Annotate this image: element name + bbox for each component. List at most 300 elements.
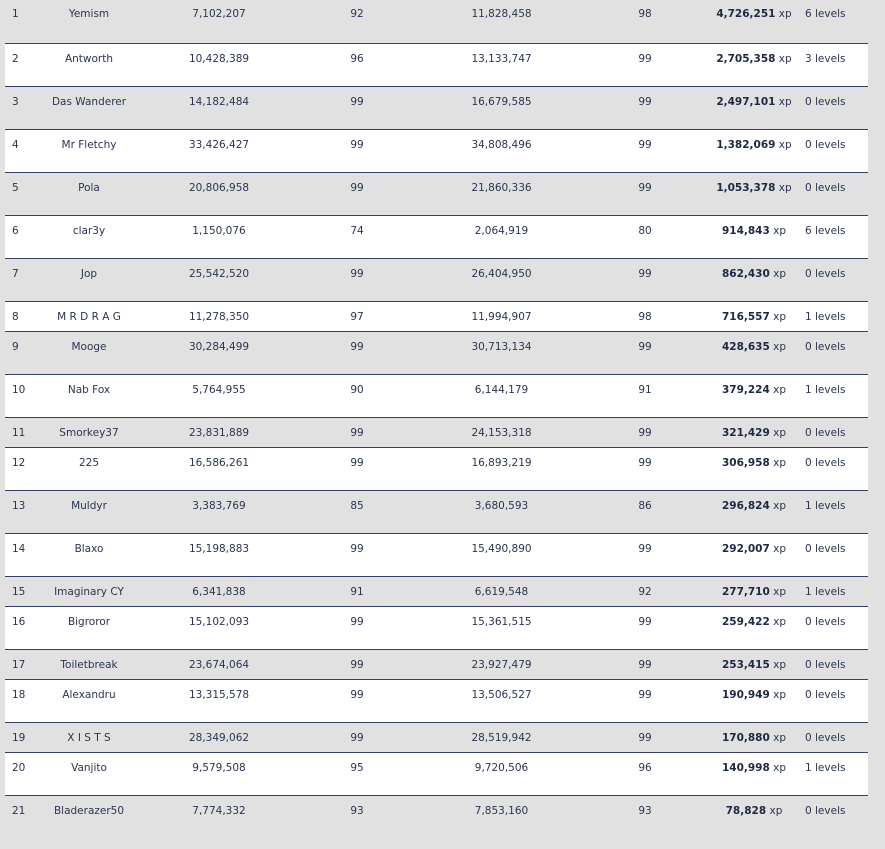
- start-level-value: 93: [350, 804, 364, 817]
- xp-gain-unit: xp: [773, 731, 787, 744]
- end-level-value: 99: [638, 340, 652, 353]
- start-level-cell: [291, 447, 423, 490]
- end-xp-cell: [423, 752, 580, 795]
- levels-gained-cell: [798, 795, 868, 825]
- table-row: [5, 576, 868, 606]
- levels-gained-value: 0 levels: [805, 688, 846, 701]
- player-name[interactable]: Das Wanderer: [51, 95, 127, 108]
- table-row: [5, 606, 868, 649]
- rank-value: 21: [12, 804, 26, 817]
- end-xp-cell: [423, 374, 580, 417]
- rank-value: 17: [12, 658, 26, 671]
- start-level-value: 85: [350, 499, 364, 512]
- start-xp-value: 3,383,769: [192, 499, 246, 512]
- end-xp-value: 9,720,506: [474, 761, 529, 774]
- player-name[interactable]: Pola: [78, 181, 100, 194]
- start-level-value: 99: [350, 340, 364, 353]
- xp-gain-cell: [710, 129, 798, 172]
- table-row: [5, 649, 868, 679]
- table-row: [5, 447, 868, 490]
- start-level-value: 99: [350, 542, 364, 555]
- xp-gain-cell: [710, 533, 798, 576]
- rank-cell: [5, 258, 31, 301]
- start-level-cell: [291, 215, 423, 258]
- start-level-cell: [291, 129, 423, 172]
- start-xp-cell: [147, 722, 291, 752]
- start-xp-cell: [147, 0, 291, 43]
- end-level-value: 98: [638, 310, 652, 323]
- levels-gained-value: 1 levels: [805, 310, 846, 323]
- xp-gain-value: 253,415: [721, 658, 770, 671]
- end-xp-value: 23,927,479: [471, 658, 532, 671]
- end-xp-value: 16,893,219: [471, 456, 532, 469]
- start-xp-cell: [147, 606, 291, 649]
- xp-gain-value: 321,429: [721, 426, 770, 439]
- start-level-value: 97: [350, 310, 364, 323]
- rank-value: 2: [12, 52, 19, 65]
- rank-cell: [5, 331, 31, 374]
- levels-gained-cell: [798, 417, 868, 447]
- end-xp-cell: [423, 172, 580, 215]
- levels-gained-cell: [798, 722, 868, 752]
- player-name[interactable]: Imaginary CY: [54, 585, 124, 598]
- start-level-value: 90: [350, 383, 364, 396]
- xp-gain-value: 716,557: [721, 310, 770, 323]
- start-xp-cell: [147, 129, 291, 172]
- end-level-cell: [580, 795, 710, 825]
- xp-gain-cell: [710, 417, 798, 447]
- rank-value: 15: [12, 585, 26, 598]
- levels-gained-value: 0 levels: [805, 542, 846, 555]
- start-xp-cell: [147, 258, 291, 301]
- end-xp-value: 15,361,515: [471, 615, 532, 628]
- end-level-cell: [580, 374, 710, 417]
- player-name-cell: [31, 576, 147, 606]
- start-xp-cell: [147, 752, 291, 795]
- end-level-cell: [580, 752, 710, 795]
- xp-gain-cell: [710, 0, 798, 43]
- start-xp-value: 25,542,520: [188, 267, 250, 280]
- start-level-value: 99: [350, 138, 364, 151]
- xp-gain-cell: [710, 331, 798, 374]
- xp-gain-value: 190,949: [721, 688, 770, 701]
- xp-gain-cell: [710, 752, 798, 795]
- rank-value: 7: [12, 267, 19, 280]
- start-xp-value: 16,586,261: [188, 456, 250, 469]
- rank-cell: [5, 752, 31, 795]
- levels-gained-value: 0 levels: [805, 340, 846, 353]
- start-xp-cell: [147, 649, 291, 679]
- end-xp-value: 30,713,134: [471, 340, 532, 353]
- end-level-value: 99: [638, 542, 652, 555]
- start-xp-value: 20,806,958: [188, 181, 250, 194]
- table-row: [5, 301, 868, 331]
- end-xp-cell: [423, 490, 580, 533]
- start-level-cell: [291, 172, 423, 215]
- start-xp-cell: [147, 331, 291, 374]
- player-name-cell: [31, 752, 147, 795]
- end-xp-cell: [423, 447, 580, 490]
- player-name[interactable]: Nab Fox: [67, 383, 111, 396]
- levels-gained-value: 0 levels: [805, 615, 846, 628]
- end-xp-cell: [423, 331, 580, 374]
- levels-gained-cell: [798, 374, 868, 417]
- levels-gained-cell: [798, 43, 868, 86]
- xp-gain-value: 296,824: [721, 499, 770, 512]
- start-level-cell: [291, 331, 423, 374]
- start-level-cell: [291, 576, 423, 606]
- start-level-value: 99: [350, 267, 364, 280]
- rank-value: 13: [12, 499, 26, 512]
- xp-gain-cell: [710, 215, 798, 258]
- start-level-value: 99: [350, 688, 364, 701]
- start-xp-value: 15,198,883: [188, 542, 250, 555]
- end-level-cell: [580, 86, 710, 129]
- start-xp-cell: [147, 374, 291, 417]
- player-name[interactable]: clar3y: [72, 224, 106, 237]
- table-row: [5, 490, 868, 533]
- rank-value: 11: [12, 426, 26, 439]
- levels-gained-value: 0 levels: [805, 456, 846, 469]
- end-xp-value: 3,680,593: [474, 499, 529, 512]
- xp-gain-value: 259,422: [721, 615, 770, 628]
- start-level-value: 99: [350, 456, 364, 469]
- rank-cell: [5, 795, 31, 825]
- levels-gained-value: 0 levels: [805, 426, 846, 439]
- player-name[interactable]: Jop: [80, 267, 98, 280]
- levels-gained-value: 0 levels: [805, 267, 846, 280]
- end-xp-cell: [423, 606, 580, 649]
- rank-cell: [5, 679, 31, 722]
- xp-gain-unit: xp: [773, 456, 787, 469]
- rank-cell: [5, 43, 31, 86]
- xp-gain-cell: [710, 258, 798, 301]
- player-name[interactable]: Blaxo: [74, 542, 104, 555]
- rank-value: 18: [12, 688, 26, 701]
- start-level-value: 99: [350, 426, 364, 439]
- xp-gain-unit: xp: [773, 426, 787, 439]
- end-xp-cell: [423, 129, 580, 172]
- start-level-cell: [291, 374, 423, 417]
- start-xp-value: 23,674,064: [188, 658, 250, 671]
- end-xp-cell: [423, 679, 580, 722]
- start-xp-value: 7,102,207: [192, 8, 246, 20]
- xp-gain-value: 4,726,251: [716, 8, 776, 20]
- rank-value: 20: [12, 761, 26, 774]
- start-xp-cell: [147, 86, 291, 129]
- end-level-cell: [580, 301, 710, 331]
- table-row: [5, 795, 868, 825]
- xp-gain-unit: xp: [773, 267, 787, 280]
- end-xp-value: 13,133,747: [471, 52, 532, 65]
- xp-gain-cell: [710, 722, 798, 752]
- xp-gain-cell: [710, 795, 798, 825]
- end-xp-value: 21,860,336: [471, 181, 532, 194]
- levels-gained-cell: [798, 490, 868, 533]
- xp-gain-unit: xp: [778, 8, 792, 20]
- end-xp-value: 11,828,458: [471, 8, 532, 20]
- rank-cell: [5, 129, 31, 172]
- rank-value: 10: [12, 383, 26, 396]
- player-name-cell: [31, 258, 147, 301]
- start-level-cell: [291, 301, 423, 331]
- player-name-cell: [31, 490, 147, 533]
- end-level-cell: [580, 417, 710, 447]
- player-name[interactable]: 225: [78, 456, 100, 469]
- player-name-cell: [31, 447, 147, 490]
- xp-gain-unit: xp: [773, 499, 787, 512]
- table-row: [5, 374, 868, 417]
- xp-gain-unit: xp: [778, 52, 792, 65]
- player-name-cell: [31, 533, 147, 576]
- start-xp-value: 10,428,389: [188, 52, 250, 65]
- player-name[interactable]: Muldyr: [71, 499, 107, 512]
- levels-gained-value: 0 levels: [805, 804, 846, 817]
- player-name[interactable]: Smorkey37: [59, 426, 119, 439]
- start-level-value: 99: [350, 181, 364, 194]
- player-name-cell: [31, 43, 147, 86]
- player-name-cell: [31, 679, 147, 722]
- rank-cell: [5, 417, 31, 447]
- end-level-cell: [580, 679, 710, 722]
- end-level-cell: [580, 0, 710, 43]
- end-xp-value: 26,404,950: [471, 267, 532, 280]
- end-level-value: 99: [638, 731, 652, 744]
- levels-gained-value: 6 levels: [805, 8, 846, 20]
- player-name-cell: [31, 795, 147, 825]
- start-xp-cell: [147, 533, 291, 576]
- end-level-cell: [580, 258, 710, 301]
- levels-gained-value: 0 levels: [805, 138, 846, 151]
- xp-gain-unit: xp: [778, 138, 792, 151]
- levels-gained-cell: [798, 172, 868, 215]
- table-row: [5, 258, 868, 301]
- rank-value: 1: [12, 8, 19, 20]
- table-row: [5, 86, 868, 129]
- xp-gain-cell: [710, 649, 798, 679]
- end-level-value: 99: [638, 181, 652, 194]
- end-level-cell: [580, 331, 710, 374]
- xp-gain-value: 170,880: [721, 731, 770, 744]
- xp-gain-value: 379,224: [721, 383, 770, 396]
- start-level-cell: [291, 679, 423, 722]
- start-level-value: 99: [350, 658, 364, 671]
- xp-gain-unit: xp: [773, 688, 787, 701]
- rank-value: 5: [12, 181, 19, 194]
- xp-gain-value: 862,430: [721, 267, 770, 280]
- player-name-cell: [31, 331, 147, 374]
- xp-gain-cell: [710, 374, 798, 417]
- table-row: [5, 722, 868, 752]
- table-row: [5, 0, 868, 43]
- xp-gain-cell: [710, 301, 798, 331]
- levels-gained-value: 0 levels: [805, 731, 846, 744]
- xp-gain-value: 2,497,101: [716, 95, 776, 108]
- start-level-cell: [291, 722, 423, 752]
- xp-gain-unit: xp: [773, 340, 787, 353]
- xp-gain-cell: [710, 86, 798, 129]
- rank-value: 6: [12, 224, 19, 237]
- start-xp-cell: [147, 795, 291, 825]
- end-xp-value: 7,853,160: [474, 804, 529, 817]
- end-level-value: 99: [638, 426, 652, 439]
- end-level-cell: [580, 215, 710, 258]
- start-level-value: 74: [350, 224, 364, 237]
- start-level-cell: [291, 258, 423, 301]
- player-name[interactable]: Alexandru: [62, 688, 116, 701]
- end-level-value: 99: [638, 95, 652, 108]
- start-xp-cell: [147, 215, 291, 258]
- xp-gain-value: 140,998: [721, 761, 770, 774]
- xp-gain-cell: [710, 490, 798, 533]
- player-name[interactable]: Antworth: [64, 52, 114, 65]
- end-level-cell: [580, 649, 710, 679]
- xp-gain-unit: xp: [778, 95, 792, 108]
- table-row: [5, 533, 868, 576]
- start-xp-cell: [147, 172, 291, 215]
- rank-cell: [5, 533, 31, 576]
- start-level-cell: [291, 752, 423, 795]
- start-level-cell: [291, 649, 423, 679]
- start-xp-value: 6,341,838: [192, 585, 246, 598]
- end-xp-value: 6,619,548: [474, 585, 529, 598]
- end-xp-value: 11,994,907: [471, 310, 532, 323]
- player-name[interactable]: Yemism: [68, 8, 110, 20]
- levels-gained-value: 1 levels: [805, 761, 846, 774]
- xp-gain-cell: [710, 576, 798, 606]
- levels-gained-cell: [798, 215, 868, 258]
- levels-gained-value: 3 levels: [805, 52, 846, 65]
- player-name-cell: [31, 606, 147, 649]
- rank-cell: [5, 301, 31, 331]
- end-xp-value: 15,490,890: [471, 542, 532, 555]
- rank-cell: [5, 215, 31, 258]
- start-level-value: 99: [350, 95, 364, 108]
- player-name[interactable]: Mooge: [71, 340, 107, 353]
- levels-gained-value: 1 levels: [805, 499, 846, 512]
- end-xp-cell: [423, 533, 580, 576]
- end-xp-cell: [423, 722, 580, 752]
- end-level-cell: [580, 43, 710, 86]
- end-level-value: 99: [638, 138, 652, 151]
- xp-gain-value: 292,007: [721, 542, 770, 555]
- end-level-value: 99: [638, 688, 652, 701]
- levels-gained-cell: [798, 447, 868, 490]
- start-level-value: 96: [350, 52, 364, 65]
- end-level-value: 99: [638, 456, 652, 469]
- start-level-cell: [291, 533, 423, 576]
- player-name-cell: [31, 172, 147, 215]
- levels-gained-cell: [798, 649, 868, 679]
- levels-gained-cell: [798, 258, 868, 301]
- levels-gained-value: 1 levels: [805, 383, 846, 396]
- end-xp-cell: [423, 417, 580, 447]
- player-name[interactable]: M R D R A G: [57, 310, 121, 323]
- levels-gained-value: 0 levels: [805, 658, 846, 671]
- leaderboard-table-container: [5, 0, 868, 849]
- xp-gain-unit: xp: [773, 658, 787, 671]
- rank-cell: [5, 86, 31, 129]
- start-xp-value: 33,426,427: [188, 138, 250, 151]
- levels-gained-value: 0 levels: [805, 95, 846, 108]
- table-row: [5, 679, 868, 722]
- rank-value: 16: [12, 615, 26, 628]
- player-name[interactable]: Bigroror: [67, 615, 111, 628]
- rank-value: 12: [12, 456, 26, 469]
- xp-gain-value: 1,382,069: [716, 138, 776, 151]
- rank-cell: [5, 447, 31, 490]
- end-xp-value: 6,144,179: [474, 383, 529, 396]
- end-xp-cell: [423, 0, 580, 43]
- xp-gain-unit: xp: [773, 615, 787, 628]
- xp-gain-value: 428,635: [721, 340, 770, 353]
- start-xp-value: 15,102,093: [188, 615, 250, 628]
- end-xp-cell: [423, 576, 580, 606]
- end-level-value: 99: [638, 658, 652, 671]
- start-xp-value: 5,764,955: [192, 383, 246, 396]
- leaderboard-rows: [5, 0, 868, 825]
- player-name[interactable]: Vanjito: [71, 761, 107, 774]
- table-row: [5, 43, 868, 86]
- xp-gain-value: 1,053,378: [716, 181, 776, 194]
- rank-value: 8: [12, 310, 19, 323]
- xp-gain-unit: xp: [773, 310, 787, 323]
- levels-gained-cell: [798, 129, 868, 172]
- player-name-cell: [31, 649, 147, 679]
- end-level-value: 98: [638, 8, 652, 20]
- leaderboard-table: [5, 0, 868, 825]
- start-level-cell: [291, 43, 423, 86]
- end-xp-cell: [423, 258, 580, 301]
- player-name-cell: [31, 86, 147, 129]
- start-xp-value: 28,349,062: [188, 731, 250, 744]
- player-name[interactable]: Mr Fletchy: [61, 138, 117, 151]
- end-xp-value: 28,519,942: [471, 731, 532, 744]
- start-xp-value: 14,182,484: [188, 95, 250, 108]
- start-level-cell: [291, 417, 423, 447]
- end-level-value: 99: [638, 267, 652, 280]
- levels-gained-cell: [798, 533, 868, 576]
- xp-gain-unit: xp: [773, 542, 787, 555]
- end-level-cell: [580, 722, 710, 752]
- xp-gain-unit: xp: [778, 181, 792, 194]
- player-name[interactable]: Toiletbreak: [60, 658, 118, 671]
- levels-gained-cell: [798, 576, 868, 606]
- table-row: [5, 129, 868, 172]
- player-name-cell: [31, 301, 147, 331]
- xp-gain-unit: xp: [769, 804, 783, 817]
- end-xp-value: 24,153,318: [471, 426, 532, 439]
- end-level-value: 91: [638, 383, 652, 396]
- rank-cell: [5, 0, 31, 43]
- end-level-value: 96: [638, 761, 652, 774]
- player-name[interactable]: Bladerazer50: [53, 804, 125, 817]
- end-xp-value: 2,064,919: [474, 224, 529, 237]
- xp-gain-value: 2,705,358: [716, 52, 776, 65]
- start-level-cell: [291, 0, 423, 43]
- player-name-cell: [31, 129, 147, 172]
- levels-gained-value: 6 levels: [805, 224, 846, 237]
- table-row: [5, 215, 868, 258]
- start-level-value: 92: [350, 8, 364, 20]
- player-name-cell: [31, 374, 147, 417]
- start-level-value: 99: [350, 615, 364, 628]
- levels-gained-cell: [798, 86, 868, 129]
- player-name[interactable]: X I S T S: [67, 731, 111, 744]
- xp-gain-cell: [710, 679, 798, 722]
- end-level-cell: [580, 172, 710, 215]
- end-level-value: 93: [638, 804, 652, 817]
